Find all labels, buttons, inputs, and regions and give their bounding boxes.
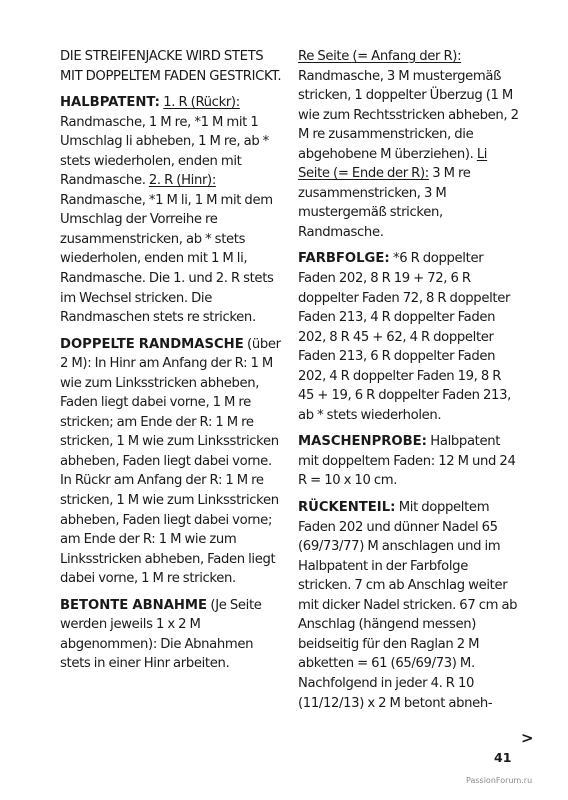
maschenprobe-text: Halbpatent mit doppeltem Faden: 12 M und 24 R = 10 x 10 cm. <box>298 434 516 489</box>
page-number: 41 <box>494 750 512 765</box>
doppelte-randmasche-paragraph <box>60 335 282 589</box>
left-side-text: 3 M re zusammenstricken, 3 M mustergemäß stricken, Randmasche. <box>298 166 471 240</box>
halbpatent-row2-text: Randmasche, *1 M li, 1 M mit dem Umschlag der Vorreihe re zusammenstricken, ab * stets wiederholen, enden mit 1 M li, Randmasche. Die 1. und 2. R stets im Wechsel stricken. Die Randmaschen stets re stricken. <box>60 192 274 326</box>
halbpatent-heading: HALBPATENT: <box>60 95 160 111</box>
rueckenteil-heading: RÜCKENTEIL: <box>298 500 396 516</box>
farbfolge-heading: FARBFOLGE: <box>298 251 390 267</box>
maschenprobe-heading: MASCHENPROBE: <box>298 434 427 450</box>
halbpatent-row2-label: 2. R (Hinr): <box>148 173 216 189</box>
left-column <box>60 47 282 681</box>
halbpatent-row1-text: Randmasche, 1 M re, *1 M mit 1 Umschlag li abheben, 1 M re, ab * stets wiederholen, enden mit Randmasche. <box>60 114 269 189</box>
rueckenteil-paragraph <box>298 498 520 713</box>
doppelte-randmasche-text: (über 2 M): In Hinr am Anfang der R: 1 M wie zum Linksstricken abheben, Faden liegt dabei vorne, 1 M re stricken; am Ende der R: 1 M re stricken, 1 M wie zum Linksstricken abheben, Faden liegt dabei vorne. In Rückr am Anfang der R: 1 M re stricken, 1 M wie zum Linksstricken abheben, Faden liegt dabei vorne; am Ende der R: 1 M wie zum Linksstricken abheben, Faden liegt dabei vorne, 1 M re stricken. <box>60 336 281 587</box>
rueckenteil-text: Mit doppeltem Faden 202 und dünner Nadel 65 (69/73/77) M anschlagen und im Halbpatent in der Farbfolge stricken. 7 cm ab Anschlag weiter mit dicker Nadel stricken. 67 cm ab Anschlag (hängend messen) beidseitig für den Raglan 2 M abketten = 61 (65/69/73) M. Nachfolgend in jeder 4. R 10 (11/12/13) x 2 M betont abneh- <box>298 500 518 711</box>
betonte-abnahme-paragraph <box>60 596 282 674</box>
right-side-text: Randmasche, 3 M mustergemäß stricken, 1 doppelter Überzug (1 M wie zum Rechtsstricken abheben, 2 M re zusammenstricken, die abgehobene M überziehen). <box>298 68 519 162</box>
farbfolge-paragraph <box>298 249 520 425</box>
right-column <box>298 47 520 720</box>
right-side-label: Re Seite (= Anfang der R): <box>298 49 462 64</box>
continue-arrow-icon: > <box>521 729 534 747</box>
doppelte-randmasche-heading: DOPPELTE RANDMASCHE <box>60 336 244 352</box>
left-side-label: Li Seite (= Ende der R): <box>298 146 488 182</box>
betonte-abnahme-continued-paragraph <box>298 47 520 242</box>
maschenprobe-paragraph <box>298 432 520 491</box>
farbfolge-text: *6 R doppelter Faden 202, 8 R 19 + 72, 6 R doppelter Faden 72, 8 R doppelter Faden 213, 4 R doppelter Faden 202, 8 R 45 + 62, 4 R doppelter Faden 213, 6 R doppelter Faden 202, 4 R doppelter Faden 19, 8 R 45 + 19, 6 R doppelter Faden 213, ab * stets wiederholen. <box>298 251 511 423</box>
halbpatent-row1-label: 1. R (Rückr): <box>163 95 240 111</box>
betonte-abnahme-text: (Je Seite werden jeweils 1 x 2 M abgenommen): Die Abnahmen stets in einer Hinr arbeiten. <box>60 597 262 672</box>
intro-text: DIE STREIFENJACKE WIRD STETS MIT DOPPELTEM FADEN GESTRICKT. <box>60 49 282 84</box>
halbpatent-paragraph <box>60 93 282 328</box>
intro-paragraph <box>60 47 282 86</box>
watermark: PassionForum.ru <box>466 776 533 785</box>
betonte-abnahme-heading: BETONTE ABNAHME <box>60 597 208 613</box>
